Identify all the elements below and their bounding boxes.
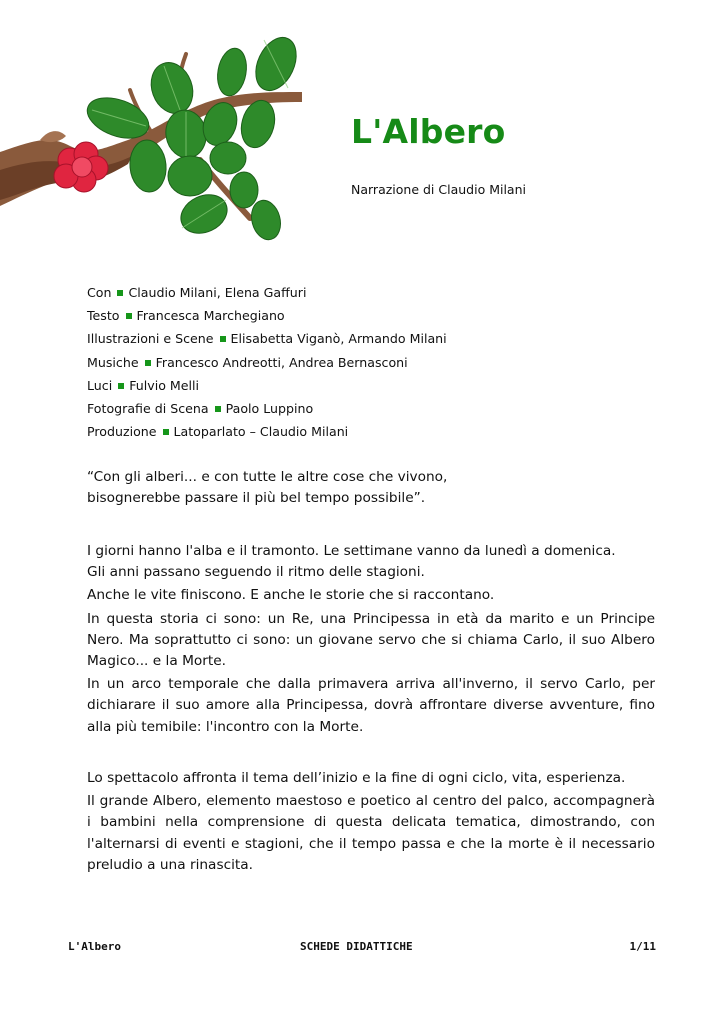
paragraph: In un arco temporale che dalla primavera arriva all'inverno, il servo Carlo, per dichiarare il suo amore alla Principessa, dovrà affrontare diverse avventure, fino alla più temibile: l'incontro con la Morte. <box>87 676 655 735</box>
credit-role: Con <box>87 285 112 300</box>
paragraph: In questa storia ci sono: un Re, una Principessa in età da marito e un Principe Nero. Ma soprattutto ci sono: un giovane servo che si chiama Carlo, il suo Albero Magico... e la Morte. <box>87 610 655 670</box>
credit-names: Claudio Milani, Elena Gaffuri <box>128 285 307 300</box>
bullet-square-icon <box>215 406 221 412</box>
bullet-square-icon <box>220 336 226 342</box>
credit-role: Fotografie di Scena <box>87 401 209 417</box>
paragraph: Lo spettacolo affronta il tema dell’inizio e la fine di ogni ciclo, vita, esperienza. <box>87 770 626 786</box>
bullet-square-icon <box>163 429 169 435</box>
branch-knot <box>40 131 66 142</box>
credit-names: Paolo Luppino <box>225 401 314 417</box>
bullet-square-icon <box>145 360 151 366</box>
leaf <box>210 142 246 174</box>
opening-quote <box>87 467 655 509</box>
theme-section <box>87 768 655 876</box>
credits-list <box>87 281 447 443</box>
quote-line: bisognerebbe passare il più bel tempo possibile”. <box>87 490 426 507</box>
bullet-square-icon <box>118 383 124 389</box>
leaf <box>168 156 212 196</box>
bullet-square-icon <box>117 290 123 296</box>
page-subtitle: Narrazione di Claudio Milani <box>351 182 526 197</box>
footer-title: L'Albero <box>68 940 121 953</box>
credit-item <box>87 374 447 397</box>
credit-names: Latoparlato – Claudio Milani <box>173 424 349 440</box>
leaf <box>230 172 258 208</box>
page-footer <box>68 940 656 956</box>
tree-branch-illustration <box>0 30 310 245</box>
bullet-square-icon <box>126 313 132 319</box>
credit-role: Testo <box>87 308 120 324</box>
credit-role: Luci <box>87 377 113 393</box>
paragraph: Gli anni passano seguendo il ritmo delle stagioni. <box>87 564 425 581</box>
paragraph: I giorni hanno l'alba e il tramonto. Le settimane vanno da lunedì a domenica. <box>87 543 616 559</box>
credit-names: Francesco Andreotti, Andrea Bernasconi <box>155 354 408 370</box>
credit-item <box>87 351 447 374</box>
leaves <box>82 31 304 243</box>
story-section <box>87 541 655 738</box>
paragraph: Il grande Albero, elemento maestoso e poetico al centro del palco, accompagnerà i bambini nella comprensione di questa delicata tematica, dimostrando, con l'alternarsi di eventi e stagioni, che il tempo passa e che la morte è il necessario preludio a una rinascita. <box>87 793 655 873</box>
credit-item <box>87 304 447 327</box>
paragraph: Anche le vite finiscono. E anche le storie che si raccontano. <box>87 587 495 604</box>
page-number: 1/11 <box>629 940 656 953</box>
credit-role: Produzione <box>87 424 157 440</box>
credit-item <box>87 397 447 420</box>
credit-names: Elisabetta Viganò, Armando Milani <box>230 331 447 347</box>
credit-item <box>87 281 447 304</box>
credit-item <box>87 327 447 350</box>
credit-item <box>87 420 447 443</box>
credit-role: Illustrazioni e Scene <box>87 331 214 347</box>
leaf <box>214 46 250 98</box>
page-title: L'Albero <box>351 112 506 151</box>
credit-names: Fulvio Melli <box>129 377 200 393</box>
footer-section: SCHEDE DIDATTICHE <box>300 940 413 953</box>
credit-names: Francesca Marchegiano <box>136 308 285 324</box>
credit-role: Musiche <box>87 354 139 370</box>
quote-line: “Con gli alberi... e con tutte le altre cose che vivono, <box>87 469 448 485</box>
